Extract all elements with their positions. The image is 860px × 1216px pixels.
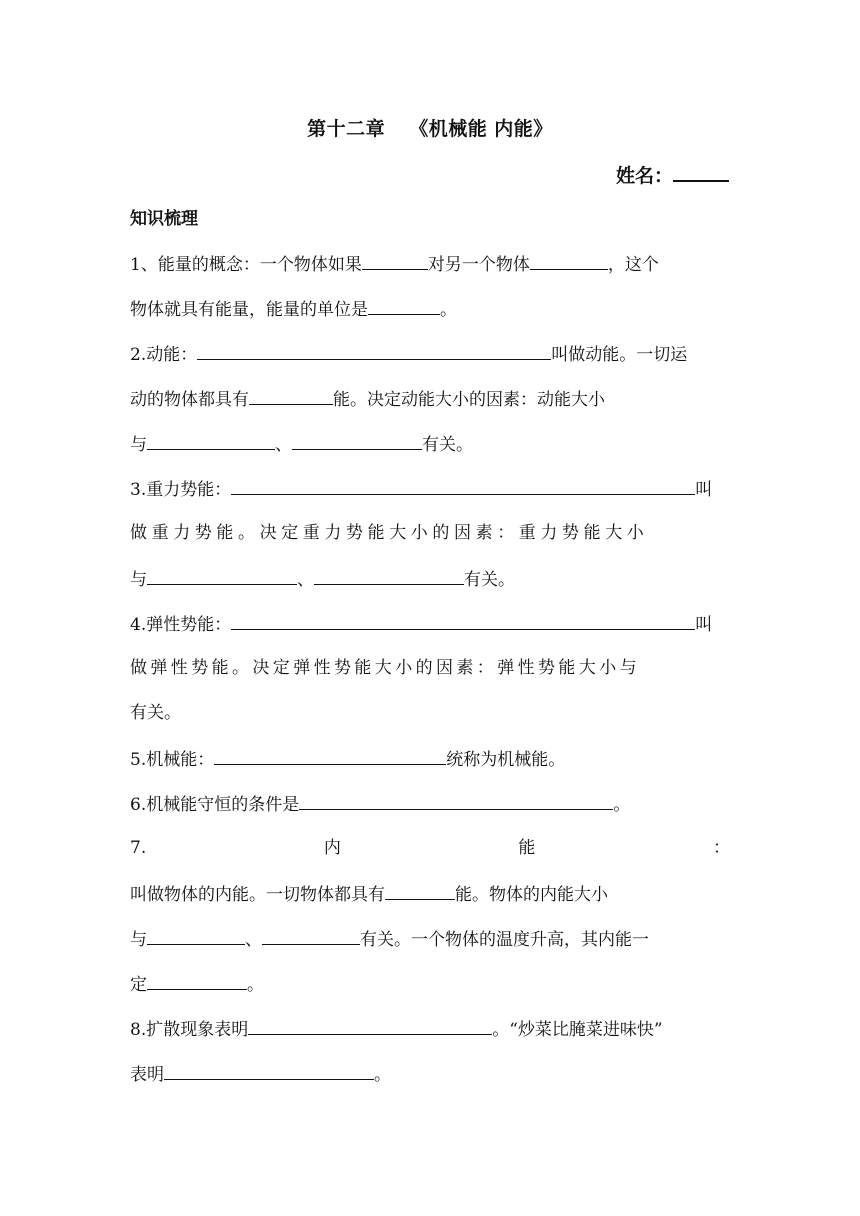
q8-line1: 8.扩散现象表明 。“炒菜比腌菜进味快”	[130, 1016, 730, 1040]
q2-line1: 2.动能： 叫做动能。一切运	[130, 341, 730, 365]
q7-line3: 与 、 有关。一个物体的温度升高，其内能一	[130, 926, 730, 950]
q1-line2: 物体就具有能量，能量的单位是 。	[130, 296, 730, 320]
q3-blank3[interactable]	[314, 566, 464, 585]
q8-blank1[interactable]	[248, 1016, 492, 1035]
section-heading: 知识梳理	[130, 209, 198, 229]
q3-blank1[interactable]	[231, 476, 695, 495]
q7-line1: 7. 内 能 ：	[130, 838, 730, 858]
chapter-label: 第十二章	[307, 118, 386, 140]
q6-line: 6.机械能守恒的条件是 。	[130, 791, 730, 815]
q7-line2: 叫做物体的内能。一切物体都具有 能。物体的内能大小	[130, 881, 730, 905]
q3-line3: 与 、 有关。	[130, 566, 730, 590]
q2-blank2[interactable]	[249, 386, 333, 405]
q1-blank1[interactable]	[362, 251, 428, 270]
q2-blank1[interactable]	[197, 341, 551, 360]
q2-blank3[interactable]	[147, 431, 275, 450]
q4-line3: 有关。	[130, 703, 181, 723]
q4-blank1[interactable]	[231, 611, 695, 630]
q8-blank2[interactable]	[164, 1061, 374, 1080]
name-field	[616, 160, 729, 188]
q5-line: 5.机械能： 统称为机械能。	[130, 746, 730, 770]
name-blank[interactable]	[673, 160, 729, 182]
q3-line2: 做重力势能。决定重力势能大小的因素：重力势能大小	[130, 523, 649, 543]
q1-blank2[interactable]	[530, 251, 608, 270]
q7-blank2[interactable]	[147, 926, 245, 945]
q8-line2: 表明 。	[130, 1061, 730, 1085]
q3-blank2[interactable]	[147, 566, 297, 585]
chapter-topic: 《机械能 内能》	[409, 118, 553, 140]
q1-blank3[interactable]	[368, 296, 440, 315]
q1-line1: 1、能量的概念：一个物体如果 对另一个物体 ，这个	[130, 251, 730, 275]
q7-blank4[interactable]	[147, 971, 247, 990]
q4-line1: 4.弹性势能： 叫	[130, 611, 730, 635]
q2-line3: 与 、 有关。	[130, 431, 730, 455]
q6-blank[interactable]	[299, 791, 613, 810]
q3-line1: 3.重力势能： 叫	[130, 476, 730, 500]
name-label: 姓名：	[615, 164, 673, 187]
q5-blank[interactable]	[214, 746, 446, 765]
q2-blank4[interactable]	[292, 431, 422, 450]
q7-blank1[interactable]	[385, 881, 455, 900]
q7-line4: 定 。	[130, 971, 730, 995]
q2-line2: 动的物体都具有 能。决定动能大小的因素：动能大小	[130, 386, 730, 410]
q7-blank3[interactable]	[262, 926, 360, 945]
page-title	[0, 114, 860, 141]
q4-line2: 做弹性势能。决定弹性势能大小的因素：弹性势能大小与	[130, 658, 640, 678]
